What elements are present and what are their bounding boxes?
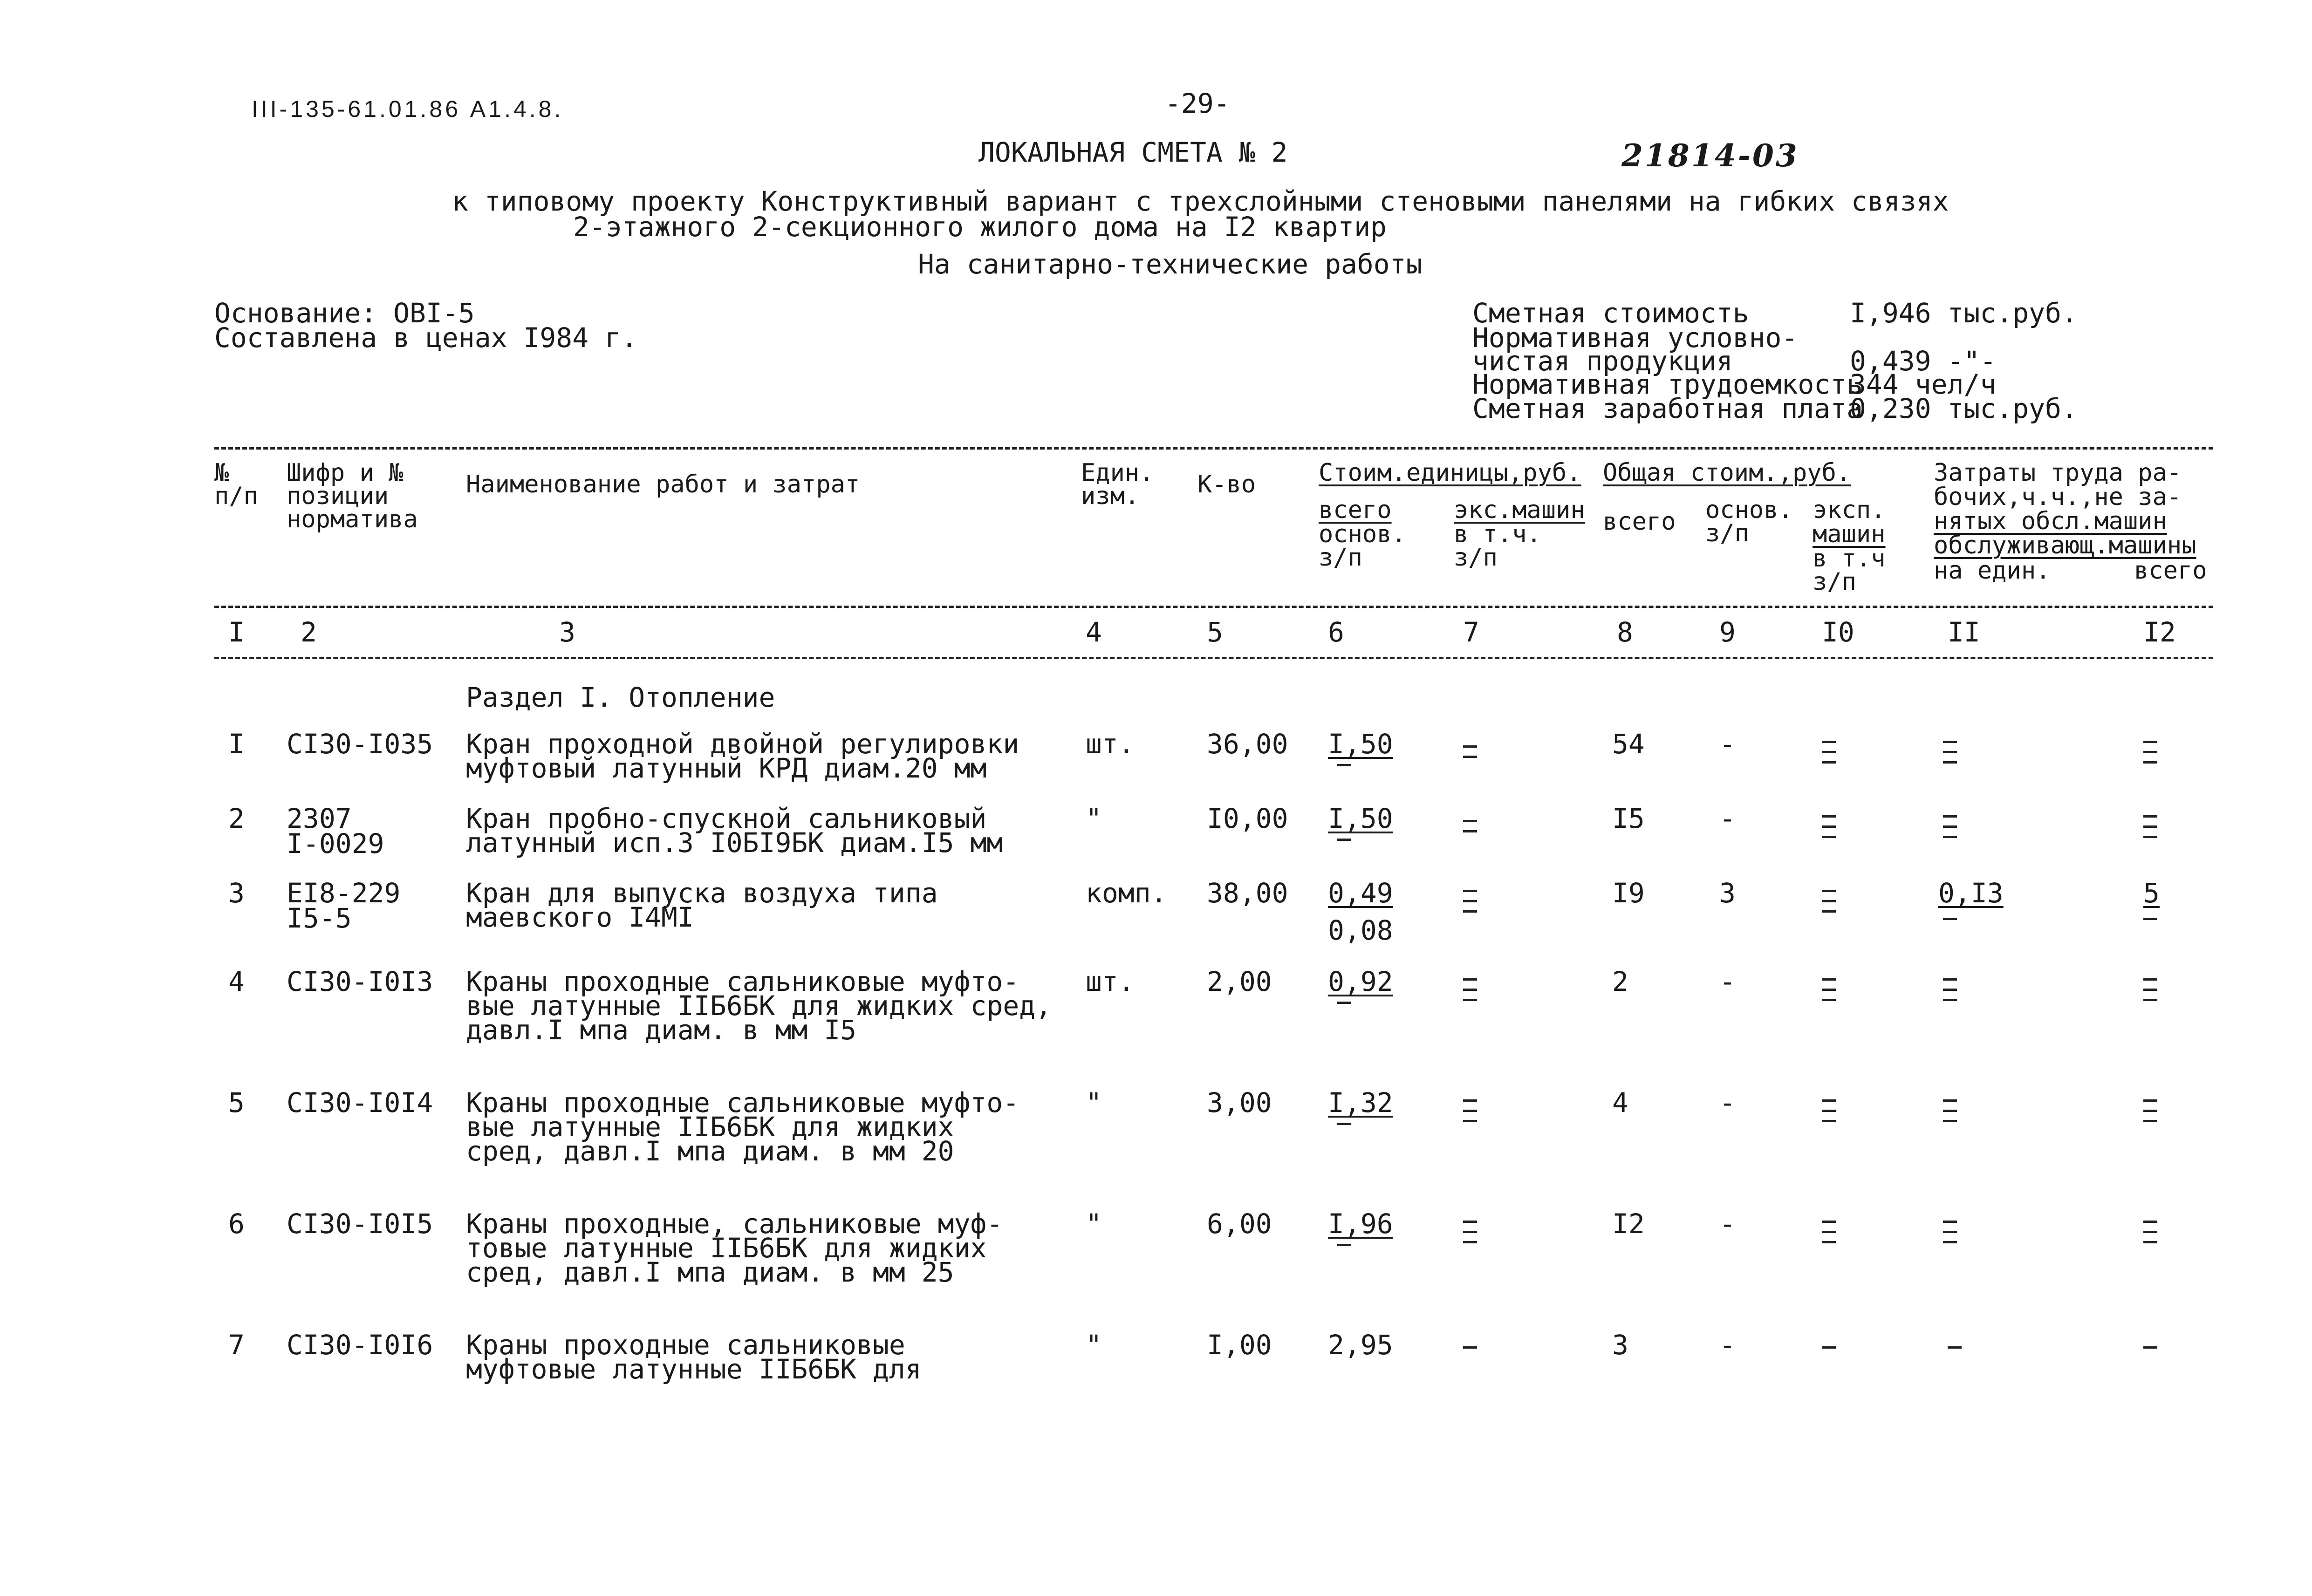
summary-wage-value: 0,230 тыс.руб. [1850,393,2078,424]
dash-mark [1463,1221,1477,1223]
summary-cost-label: Сметная стоимость [1472,297,1749,329]
col-number-2: 2 [301,616,317,648]
dash-mark [1822,900,1836,902]
col-number-8: 8 [1617,616,1633,648]
dash-mark [1943,751,1957,753]
dash-mark [1822,1120,1836,1122]
dash-mark [2143,761,2157,764]
row-unit-price-wage: 0,08 [1328,914,1393,946]
dash-mark [1463,999,1477,1001]
row-unit: шт. [1086,966,1135,997]
row-total: I5 [1612,803,1645,834]
summary-cost-value: I,946 тыс.руб. [1850,297,2078,329]
row-number: 5 [228,1087,245,1119]
dash-mark [1822,1231,1836,1233]
row-name-line-2: вые латунные IIБ6БК для жидких [466,1111,954,1143]
dash-mark [1463,745,1477,748]
row-name-line-1: Краны проходные сальниковые муфто- [466,966,1019,997]
basis-line-1: Основание: ОВI-5 [214,297,475,329]
dash-mark [1943,825,1957,828]
row-total-wage: - [1719,803,1736,834]
row-number: 4 [228,966,245,997]
row-code: СI30-I0I6 [287,1329,433,1361]
row-name-line-2: вые латунные IIБ6БК для жидких сред, [466,990,1052,1022]
dash-mark [2143,1110,2157,1112]
row-unit: " [1086,1087,1102,1119]
handwritten-number: 21814-03 [1621,137,1799,174]
col-number-9: 9 [1719,616,1736,648]
dash-mark [1463,756,1477,758]
subtitle-line-2: 2-этажного 2-секционного жилого дома на I2 квартир [573,211,1387,243]
row-unit-price: I,96 [1328,1208,1393,1240]
dash-mark [1463,1110,1477,1112]
summary-norm-value: 0,439 -"- [1850,345,1997,377]
dash-mark [1463,989,1477,991]
row-number: I [228,728,245,760]
row-unit: " [1086,803,1102,834]
header-total-cost-machines-wage: в т.ч з/п [1813,545,1886,596]
dash-mark [2143,978,2157,981]
col-number-1: I [228,616,245,648]
header-total-cost-group: Общая стоим.,руб. [1603,459,1851,487]
header-unit: Един. изм. [1081,459,1154,510]
header-labor-group-4: обслуживающ.машины [1934,532,2196,559]
table-top-rule [214,447,2213,450]
row-total: 2 [1612,966,1628,997]
header-unit-cost-machines-wage: в т.ч. з/п [1454,520,1541,572]
header-total-cost-total: всего [1603,508,1676,536]
row-quantity: 2,00 [1207,966,1272,997]
row-labor-total: 5 [2143,877,2160,909]
col-number-5: 5 [1207,616,1223,648]
dash-mark [2143,815,2157,818]
header-total-cost-wage: основ. з/п [1705,496,1793,547]
row-unit-price: 2,95 [1328,1329,1393,1361]
row-name-line-1: Краны проходные сальниковые [466,1329,905,1361]
dash-mark [1943,1120,1957,1122]
col-number-10: I0 [1822,616,1854,648]
dash-mark [1822,761,1836,764]
dash-mark [1463,830,1477,832]
row-name-line-1: Краны проходные, сальниковые муф- [466,1208,1003,1240]
row-total-wage: - [1719,966,1736,997]
dash-mark [1822,890,1836,892]
dash-mark [2143,1120,2157,1122]
dash-mark [1822,741,1836,743]
dash-mark [1822,999,1836,1001]
row-name-line-2: муфтовый латунный КРД диам.20 мм [466,752,987,784]
dash-mark [1463,978,1477,981]
row-quantity: 3,00 [1207,1087,1272,1119]
dash-mark [1337,764,1351,766]
col-number-6: 6 [1328,616,1344,648]
col-number-4: 4 [1086,616,1102,648]
col-number-12: I2 [2143,616,2176,648]
row-unit-price: I,50 [1328,728,1393,760]
dash-mark [1943,989,1957,991]
dash-mark [1822,815,1836,818]
dash-mark [1822,836,1836,838]
row-unit-price: I,32 [1328,1087,1393,1119]
row-code: СI30-I0I3 [287,966,433,997]
basis-line-2: Составлена в ценах I984 г. [214,322,637,354]
dash-mark [1943,1099,1957,1102]
dash-mark [1822,825,1836,828]
header-total-cost-machines-2: машин [1813,520,1886,548]
header-total-cost-machines: эксп. [1813,496,1886,524]
summary-norm-label-1: Нормативная условно- [1472,322,1798,354]
dash-mark [1822,989,1836,991]
dash-mark [2143,999,2157,1001]
row-unit: " [1086,1329,1102,1361]
row-unit: шт. [1086,728,1135,760]
row-name-line-1: Краны проходные сальниковые муфто- [466,1087,1019,1119]
row-number: 3 [228,877,245,909]
row-quantity: 36,00 [1207,728,1288,760]
dash-mark [2143,1099,2157,1102]
row-code: СI30-I0I5 [287,1208,433,1240]
row-code: СI30-I035 [287,728,433,760]
dash-mark [1822,1346,1836,1349]
estimate-title: ЛОКАЛЬНАЯ СМЕТА № 2 [978,136,1288,168]
dash-mark [1463,1346,1477,1349]
row-name-line-1: Кран для выпуска воздуха типа [466,877,938,909]
subtitle-line-3: На санитарно-технические работы [918,248,1423,280]
row-quantity: I0,00 [1207,803,1288,834]
row-name-line-2: муфтовые латунные IIБ6БК для [466,1353,922,1385]
dash-mark [1943,1241,1957,1243]
dash-mark [1822,1110,1836,1112]
header-unit-cost-group: Стоим.единицы,руб. [1319,459,1581,487]
row-unit: " [1086,1208,1102,1240]
row-number: 2 [228,803,245,834]
dash-mark [1943,978,1957,981]
dash-mark [1463,820,1477,822]
dash-mark [1822,751,1836,753]
col-number-7: 7 [1463,616,1479,648]
row-total-wage: - [1719,728,1736,760]
dash-mark [1337,1002,1351,1004]
row-number: 7 [228,1329,245,1361]
header-row-number: № п/п [214,459,258,510]
row-total-wage: - [1719,1208,1736,1240]
header-labor-group-2: бочих,ч.ч.,не за- [1934,483,2182,511]
dash-mark [1463,910,1477,913]
dash-mark [1822,1099,1836,1102]
row-total: I2 [1612,1208,1645,1240]
row-name-line-3: давл.I мпа диам. в мм I5 [466,1014,857,1046]
header-labor-total: всего [2134,557,2207,585]
dash-mark [1463,890,1477,892]
row-name-line-1: Кран пробно-спускной сальниковый [466,803,987,834]
row-total-wage: 3 [1719,877,1736,909]
row-total: I9 [1612,877,1645,909]
row-quantity: I,00 [1207,1329,1272,1361]
dash-mark [1948,1346,1962,1349]
row-number: 6 [228,1208,245,1240]
summary-labor-value: 344 чел/ч [1850,368,1997,400]
numbers-bottom-rule [214,657,2213,659]
dash-mark [2143,1231,2157,1233]
row-unit-price: I,50 [1328,803,1393,834]
row-total-wage: - [1719,1329,1736,1361]
row-name-line-2: маевского I4МI [466,901,694,933]
row-unit: комп. [1086,877,1167,909]
summary-norm-label-2: чистая продукция [1472,345,1733,377]
subtitle-line-1: к типовому проекту Конструктивный вариант с трехслойными стеновыми панелями на гибких связях [452,185,1949,217]
dash-mark [1943,1231,1957,1233]
dash-mark [1943,741,1957,743]
header-unit-cost-wage: основ. з/п [1319,520,1406,572]
section-title: Раздел I. Отопление [466,682,775,713]
col-number-3: 3 [559,616,575,648]
header-quantity: К-во [1197,471,1256,498]
header-labor-per-unit: на един. [1934,557,2051,585]
dash-mark [1943,761,1957,764]
header-code: Шифр и № позиции норматива [287,459,418,533]
row-quantity: 6,00 [1207,1208,1272,1240]
header-unit-cost-total: всего [1319,496,1392,524]
header-labor-group-3: нятых обсл.машин [1934,507,2167,535]
dash-mark [1463,1241,1477,1243]
header-labor-group-1: Затраты труда ра- [1934,459,2182,487]
dash-mark [2143,741,2157,743]
row-total: 3 [1612,1329,1628,1361]
row-code: 2307 I-0029 [287,803,384,859]
summary-labor-label: Нормативная трудоемкость [1472,368,1863,400]
dash-mark [2143,918,2157,920]
row-total: 4 [1612,1087,1628,1119]
row-code: СI30-I0I4 [287,1087,433,1119]
row-total: 54 [1612,728,1645,760]
row-labor-per-unit: 0,I3 [1938,877,2004,909]
summary-wage-label: Сметная заработная плата [1472,393,1863,424]
row-total-wage: - [1719,1087,1736,1119]
col-number-11: II [1948,616,1980,648]
row-name-line-1: Кран проходной двойной регулировки [466,728,1019,760]
header-work-name: Наименование работ и затрат [466,471,860,498]
dash-mark [1943,1221,1957,1223]
dash-mark [1463,1099,1477,1102]
dash-mark [1822,910,1836,913]
dash-mark [1463,1231,1477,1233]
dash-mark [1822,978,1836,981]
header-unit-cost-machines: экс.машин [1454,496,1585,524]
dash-mark [2143,1221,2157,1223]
dash-mark [1463,900,1477,902]
dash-mark [1822,1241,1836,1243]
row-name-line-3: сред, давл.I мпа диам. в мм 20 [466,1135,954,1167]
dash-mark [1943,836,1957,838]
document-code: III-135-61.01.86 А1.4.8. [252,96,564,122]
dash-mark [1943,999,1957,1001]
dash-mark [2143,1241,2157,1243]
dash-mark [2143,989,2157,991]
page-number: -29- [1165,88,1230,119]
dash-mark [1337,1123,1351,1125]
dash-mark [1337,839,1351,841]
dash-mark [1943,918,1957,920]
dash-mark [1943,1110,1957,1112]
row-name-line-2: латунный исп.3 I0БI9БК диам.I5 мм [466,827,1003,859]
dash-mark [2143,836,2157,838]
dash-mark [2143,825,2157,828]
row-unit-price: 0,92 [1328,966,1393,997]
dash-mark [2143,1346,2157,1349]
row-quantity: 38,00 [1207,877,1288,909]
dash-mark [1463,1120,1477,1122]
dash-mark [2143,751,2157,753]
row-name-line-2: товые латунные IIБ6БК для жидких [466,1232,987,1264]
header-bottom-rule [214,606,2213,608]
row-name-line-3: сред, давл.I мпа диам. в мм 25 [466,1256,954,1288]
dash-mark [1822,1221,1836,1223]
row-unit-price: 0,49 [1328,877,1393,909]
dash-mark [1943,815,1957,818]
row-code: ЕI8-229 I5-5 [287,877,401,934]
dash-mark [1337,1244,1351,1246]
